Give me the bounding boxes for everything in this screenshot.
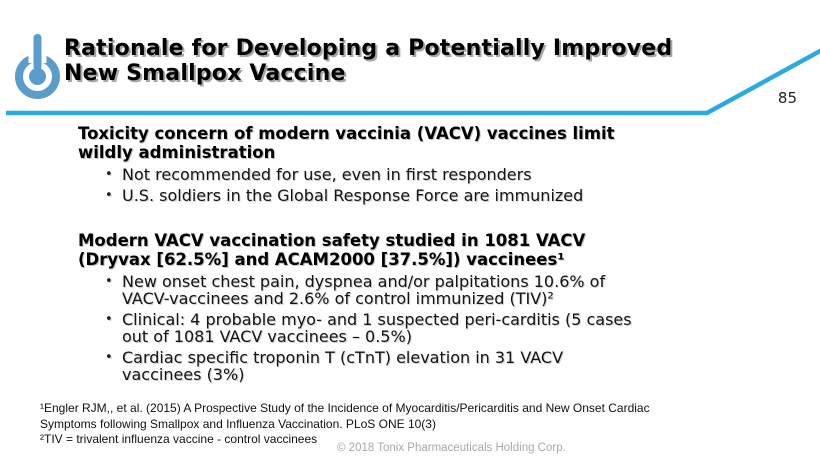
slide-title-line-1: Rationale for Developing a Potentially Improved	[64, 36, 673, 61]
bullet-line: U.S. soldiers in the Global Response Force are immunized	[122, 186, 584, 205]
footnote-line: ²TIV = trivalent influenza vaccine - control vaccinees	[40, 432, 318, 446]
slide-body	[78, 124, 718, 387]
bullet-line: out of 1081 VACV vaccinees – 0.5%)	[122, 327, 412, 346]
bullet-list	[78, 166, 718, 204]
bullet-item	[105, 166, 718, 183]
slide-title-line-2: New Smallpox Vaccine	[64, 61, 346, 86]
section-heading	[78, 124, 718, 162]
bullet-line: vaccinees (3%)	[122, 365, 245, 384]
bullet-line: VACV-vaccinees and 2.6% of control immunized (TIV)²	[122, 289, 554, 308]
copyright-notice: © 2018 Tonix Pharmaceuticals Holding Corp.	[337, 442, 566, 454]
bullet-line: Not recommended for use, even in first responders	[122, 165, 532, 184]
slide-title	[64, 36, 672, 86]
section-toxicity	[78, 124, 718, 204]
section-heading-line: Toxicity concern of modern vaccinia (VACV) vaccines limit	[78, 124, 615, 143]
bullet-icon: •	[105, 312, 113, 327]
bullet-item	[105, 311, 718, 345]
footnotes	[40, 401, 650, 448]
section-heading-line: wildly administration	[78, 143, 276, 162]
bullet-line: Cardiac specific troponin T (cTnT) elevation in 31 VACV	[122, 348, 564, 367]
bullet-icon: •	[105, 188, 113, 203]
section-heading-line: (Dryvax [62.5%] and ACAM2000 [37.5%]) vaccinees¹	[78, 250, 565, 269]
bullet-icon: •	[105, 350, 113, 365]
bullet-item	[105, 349, 718, 383]
bullet-icon: •	[105, 274, 113, 289]
section-heading	[78, 231, 718, 269]
power-button-icon	[14, 33, 64, 99]
bullet-line: Clinical: 4 probable myo- and 1 suspected peri-carditis (5 cases	[122, 310, 632, 329]
section-heading-line: Modern VACV vaccination safety studied in 1081 VACV	[78, 231, 586, 250]
bullet-item	[105, 187, 718, 204]
footnote-line: ¹Engler RJM,, et al. (2015) A Prospective Study of the Incidence of Myocarditis/Pericarditis and New Onset Cardiac	[40, 401, 650, 415]
bullet-list	[78, 273, 718, 383]
footnote-line: Symptoms following Smallpox and Influenza Vaccination. PLoS ONE 10(3)	[40, 416, 436, 431]
page-number: 85	[777, 89, 797, 107]
bullet-line: New onset chest pain, dyspnea and/or palpitations 10.6% of	[122, 272, 606, 291]
section-safety-study	[78, 231, 718, 383]
bullet-icon: •	[105, 167, 113, 182]
bullet-item	[105, 273, 718, 307]
